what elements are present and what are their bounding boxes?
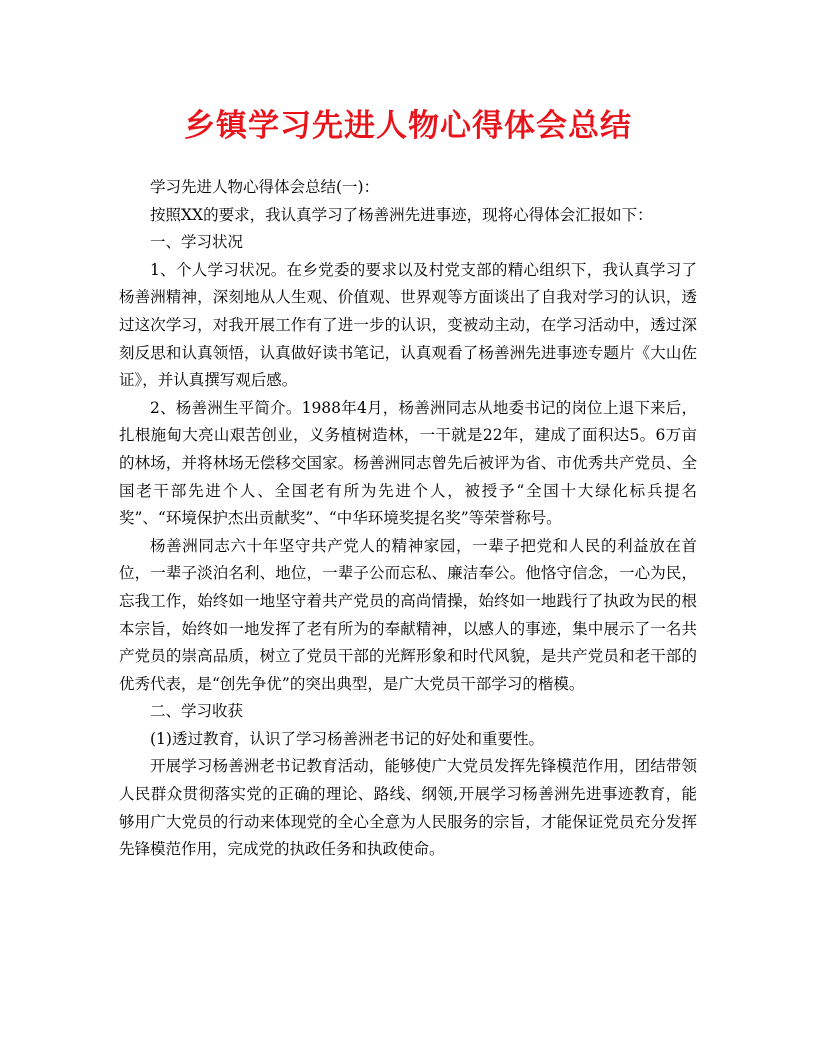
paragraph-personal-study: 1、个人学习状况。在乡党委的要求以及村党支部的精心组织下，我认真学习了杨善洲精神，深刻地从人生观、价值观、世界观等方面谈出了自我对学习的认识，透过这次学习，对我开展工作有了进一步的认识，变被动主动，在学习活动中，透过深刻反思和认真领悟，认真做好读书笔记，认真观看了杨善洲先进事迹专题片《大山佐证》，并认真撰写观后感。 [119,260,697,390]
paragraph-intro: 按照XX的要求，我认真学习了杨善洲先进事迹，现将心得体会汇报如下： [150,205,653,224]
document-body [119,174,697,864]
paragraph-section-heading: 学习先进人物心得体会总结(一)： [150,178,380,196]
paragraph-subheading: (1)透过教育，认识了学习杨善洲老书记的好处和重要性。 [150,729,544,748]
paragraph-biography: 2、杨善洲生平简介。1988年4月，杨善洲同志从地委书记的岗位上退下来后，扎根施甸大亮山艰苦创业，义务植树造林，一干就是22年，建成了面积达5。6万亩的林场，并将林场无偿移交国家。杨善洲同志曾先后被评为省、市优秀共产党员、全国老干部先进个人、全国老有所为先进个人，被授予“全国十大绿化标兵提名奖”、“环境保护杰出贡献奖”、“中华环境奖提名奖”等荣誉称号。 [119,398,697,528]
paragraph-spirit: 杨善洲同志六十年坚守共产党人的精神家园，一辈子把党和人民的利益放在首位，一辈子淡泊名利、地位，一辈子公而忘私、廉洁奉公。他恪守信念，一心为民，忘我工作，始终如一地坚守着共产党员的高尚情操，始终如一地践行了执政为民的根本宗旨，始终如一地发挥了老有所为的奉献精神，以感人的事迹，集中展示了一名共产党员的崇高品质，树立了党员干部的光辉形象和时代风貌，是共产党员和老干部的优秀代表，是“创先争优”的突出典型，是广大党员干部学习的楷模。 [119,536,697,693]
paragraph-significance: 开展学习杨善洲老书记教育活动，能够使广大党员发挥先锋模范作用，团结带领人民群众贯彻落实党的正确的理论、路线、纲领,开展学习杨善洲先进事迹教育，能够用广大党员的行动来体现党的全心全意为人民服务的宗旨，才能保证党员充分发挥先锋模范作用，完成党的执政任务和执政使命。 [119,757,697,859]
paragraph-heading-1: 一、学习状况 [150,233,244,252]
paragraph-heading-2: 二、学习收获 [150,702,244,721]
document-title: 乡镇学习先进人物心得体会总结 [184,108,632,144]
